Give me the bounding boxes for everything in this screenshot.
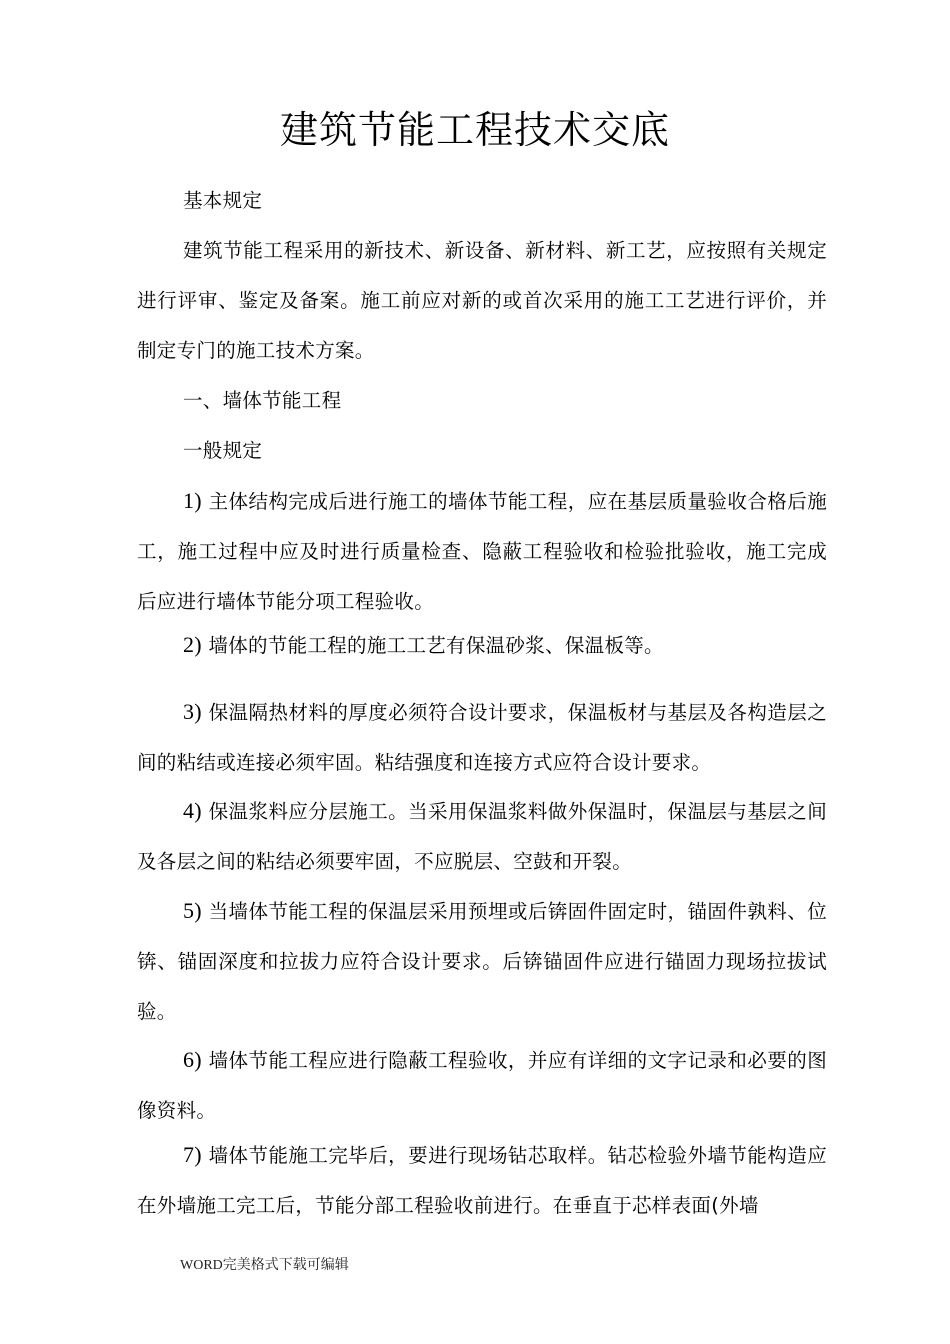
list-number: 5)	[183, 898, 202, 923]
paragraph-text: 当墙体节能工程的保温层采用预埋或后锛固件固定时，锚固件孰料、位锛、锚固深度和拉拔力应符合设计要求。后锛锚固件应进行锚固力现场拉拔试验。	[137, 900, 827, 1023]
list-item-1	[137, 476, 827, 627]
paragraph-intro	[137, 226, 827, 376]
paragraph-basic-rules	[137, 176, 827, 226]
paragraph-text: 墙体节能施工完毕后，要进行现场钻芯取样。钻芯检验外墙节能构造应在外墙施工完工后，节能分部工程验收前进行。在垂直于芯样表面(外墙	[137, 1144, 827, 1217]
paragraph-text: 主体结构完成后进行施工的墙体节能工程，应在基层质量验收合格后施工，施工过程中应及时进行质量检查、隐蔽工程验收和检验批验收，施工完成后应进行墙体节能分项工程验收。	[137, 490, 827, 613]
list-item-4	[137, 786, 827, 887]
list-number: 4)	[183, 798, 202, 823]
paragraph-text: 一、墙体节能工程	[183, 389, 342, 412]
paragraph-text: 墙体节能工程应进行隐蔽工程验收，并应有详细的文字记录和必要的图像资料。	[137, 1049, 827, 1122]
subheading-general-rules	[137, 426, 827, 476]
paragraph-text: 保温隔热材料的厚度必须符合设计要求，保温板材与基层及各构造层之间的粘结或连接必须牢固。粘结强度和连接方式应符合设计要求。	[137, 701, 827, 774]
list-item-2	[137, 620, 827, 671]
paragraph-text: 基本规定	[183, 189, 263, 212]
paragraph-text: 建筑节能工程采用的新技术、新设备、新材料、新工艺，应按照有关规定进行评审、鉴定及备案。施工前应对新的或首次采用的施工工艺进行评价，并制定专门的施工技术方案。	[137, 239, 827, 362]
list-item-6	[137, 1035, 827, 1136]
list-number: 7)	[183, 1142, 202, 1167]
list-number: 6)	[183, 1047, 202, 1072]
list-number: 1)	[183, 488, 202, 513]
paragraph-text: 一般规定	[183, 439, 263, 462]
section-heading-wall	[137, 376, 827, 426]
paragraph-text: 墙体的节能工程的施工工艺有保温砂浆、保温板等。	[208, 634, 664, 657]
document-title: 建筑节能工程技术交底	[279, 108, 670, 152]
list-item-5	[137, 886, 827, 1037]
list-item-7	[137, 1130, 827, 1231]
paragraph-text: 保温浆料应分层施工。当采用保温浆料做外保温时，保温层与基层之间及各层之间的粘结必须要牢固，不应脱层、空鼓和开裂。	[137, 800, 827, 873]
list-item-3	[137, 687, 827, 788]
list-number: 2)	[183, 632, 202, 657]
page-footer: WORD完美格式下载可编辑	[180, 1258, 349, 1273]
list-number: 3)	[183, 699, 202, 724]
